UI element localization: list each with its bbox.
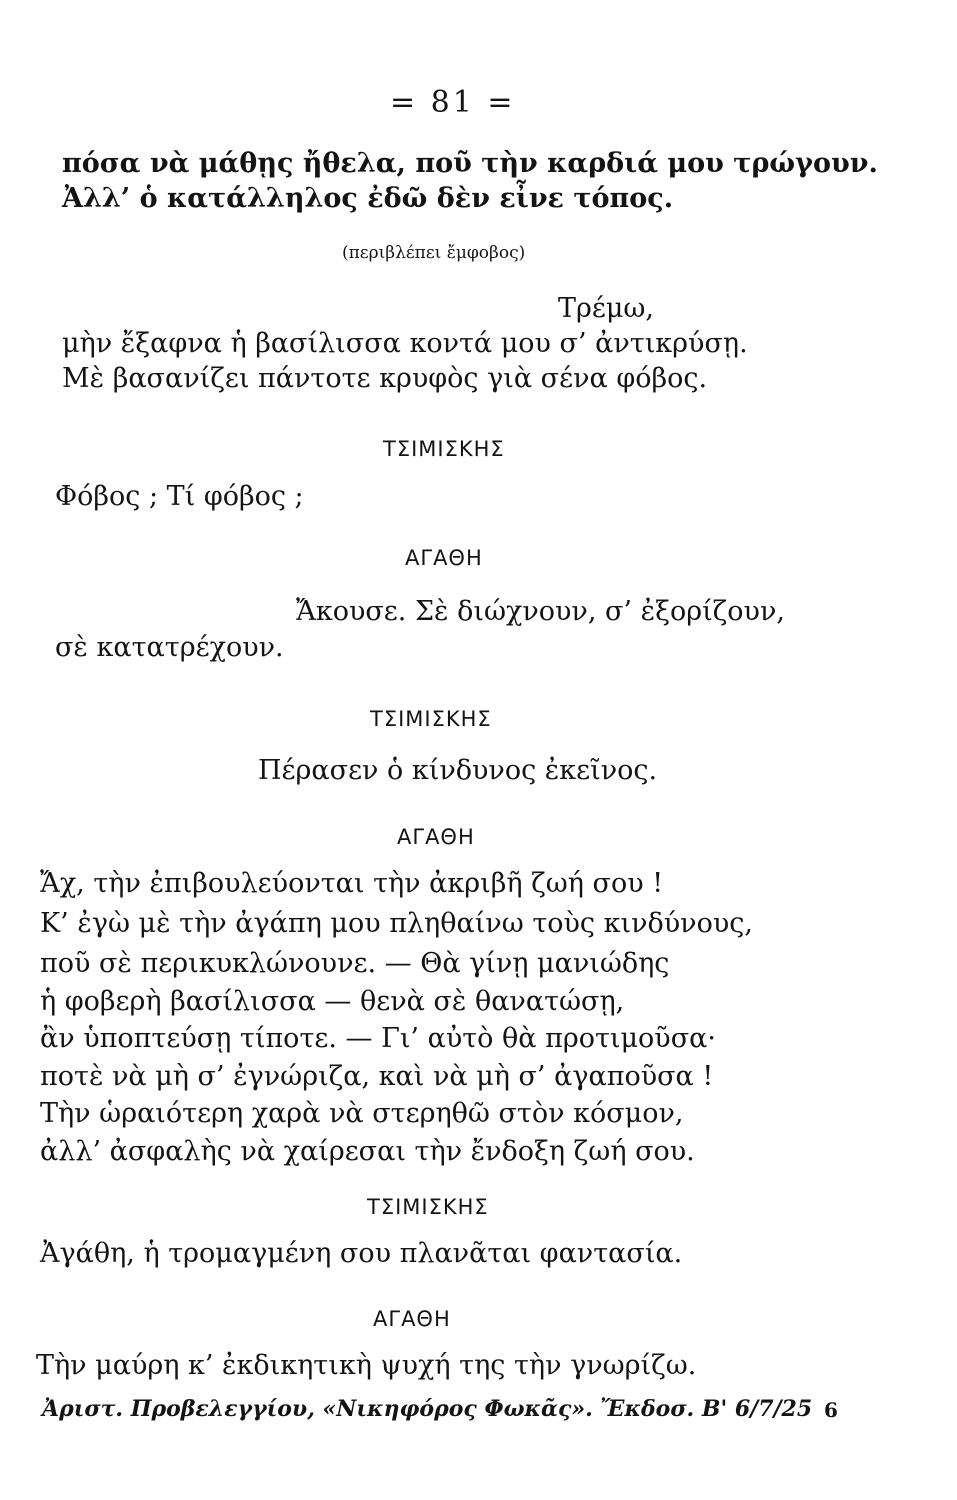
page-number: = 81 = (390, 85, 516, 120)
verse-line: Ἄχ, τὴν ἐπιβουλεύονται τὴν ἀκριβῆ ζωή σου ! (40, 868, 664, 899)
speaker-name: ΤΣΙΜΙΣΚΗΣ (367, 1195, 489, 1219)
speaker-name: ΤΣΙΜΙΣΚΗΣ (383, 437, 505, 461)
verse-line: πόσα νὰ μάθῃς ἤθελα, ποῦ τὴν καρδιά μου τρώγουν. (62, 148, 878, 179)
verse-line: ποτὲ νὰ μὴ σ’ ἐγνώριζα, καὶ νὰ μὴ σ’ ἀγαποῦσα ! (40, 1061, 714, 1092)
speaker-name: ΑΓΑΘΗ (373, 1307, 451, 1331)
verse-line: ἀλλ’ ἀσφαλὴς νὰ χαίρεσαι τὴν ἔνδοξη ζωή σου. (40, 1136, 695, 1167)
verse-line: Τρέμω, (558, 293, 655, 324)
speaker-name: ΑΓΑΘΗ (405, 546, 483, 570)
verse-line: μὴν ἔξαφνα ἡ βασίλισσα κοντά μου σ’ ἀντικρύσῃ. (62, 328, 748, 359)
verse-line: Ἀλλ’ ὁ κατάλληλος ἐδῶ δὲν εἶνε τόπος. (62, 183, 674, 214)
verse-line: Φόβος ; Τί φόβος ; (55, 481, 304, 512)
verse-line: Κ’ ἐγὼ μὲ τὴν ἀγάπη μου πληθαίνω τοὺς κινδύνους, (40, 908, 753, 939)
stage-direction: (περιβλέπει ἔμφοβος) (342, 243, 526, 263)
book-footer-citation: Ἀριστ. Προβελεγγίου, «Νικηφόρος Φωκᾶς». Ἔκδοσ. Β' 6/7/25 (42, 1396, 813, 1422)
verse-line: Ἀγάθη, ἡ τρομαγμένη σου πλανᾶται φαντασία. (40, 1238, 683, 1269)
verse-line: ποῦ σὲ περικυκλώνουνε. — Θὰ γίνῃ μανιώδης (40, 948, 670, 979)
verse-line: Τὴν μαύρη κ’ ἐκδικητικὴ ψυχή της τὴν γνωρίζω. (36, 1350, 697, 1381)
verse-line: σὲ κατατρέχουν. (55, 632, 284, 663)
verse-line: ἂν ὑποπτεύσῃ τίποτε. — Γι’ αὐτὸ θὰ προτιμοῦσα· (40, 1023, 716, 1054)
verse-line: ἡ φοβερὴ βασίλισσα — θενὰ σὲ θανατώσῃ, (40, 986, 625, 1017)
printer-signature-mark: 6 (824, 1398, 838, 1422)
verse-line: Ἄκουσε. Σὲ διώχνουν, σ’ ἐξορίζουν, (296, 596, 785, 627)
verse-line: Μὲ βασανίζει πάντοτε κρυφὸς γιὰ σένα φόβος. (62, 363, 708, 394)
speaker-name: ΑΓΑΘΗ (397, 825, 475, 849)
verse-line: Τὴν ὡραιότερη χαρὰ νὰ στερηθῶ στὸν κόσμον, (40, 1098, 684, 1129)
speaker-name: ΤΣΙΜΙΣΚΗΣ (370, 707, 492, 731)
verse-line: Πέρασεν ὁ κίνδυνος ἐκεῖνος. (258, 755, 658, 786)
